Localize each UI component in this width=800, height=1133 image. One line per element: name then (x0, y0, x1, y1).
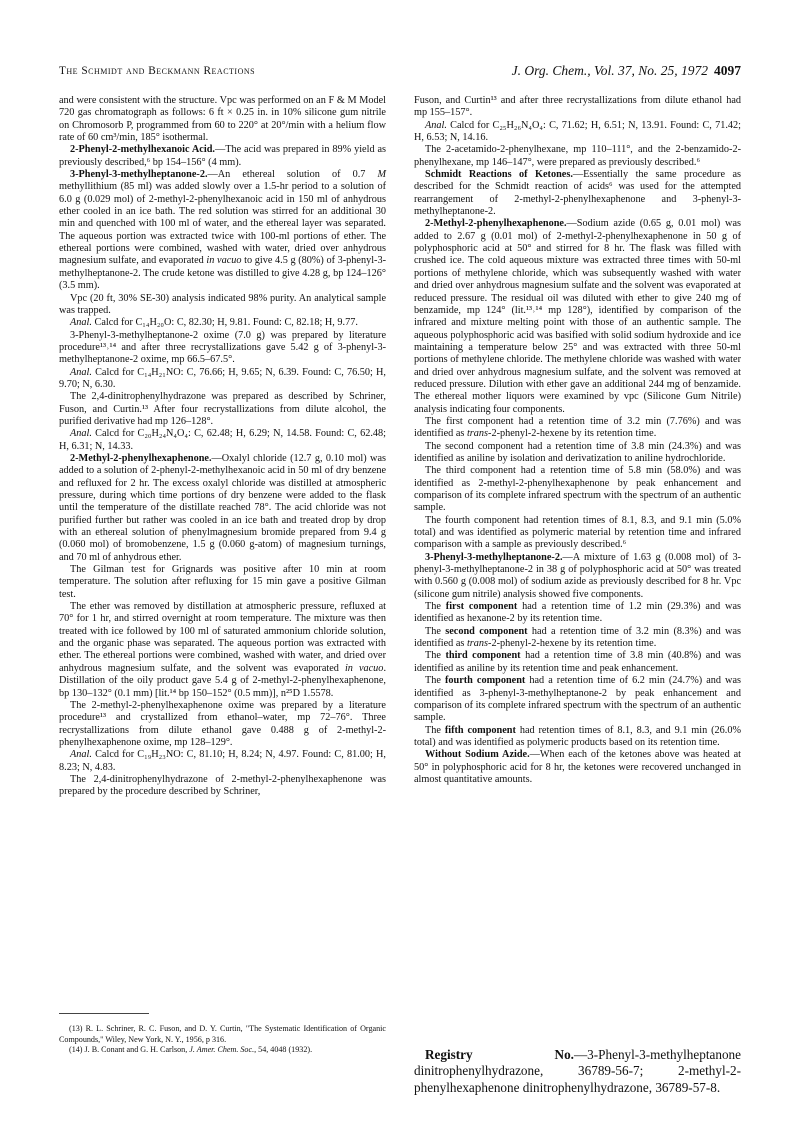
paragraph: The second component had a retention time of 3.2 min (8.3%) and was identified as trans-2-phenyl-2-hexene by its retention time. (414, 625, 741, 650)
paragraph: 2-Phenyl-2-methylhexanoic Acid.—The acid was prepared in 89% yield as previously described,⁶ bp 154–156° (4 mm). (59, 144, 387, 168)
paragraph: The 2-acetamido-2-phenylhexane, mp 110–111°, and the 2-benzamido-2-phenylhexane, mp 146–147°, were prepared as previously described.⁶ (414, 144, 741, 168)
paragraph: The Gilman test for Grignards was positive after 10 min at room temperature. The solution after refluxing for 15 min gave a positive Gilman test. (59, 564, 386, 600)
footnote: (14) J. B. Conant and G. H. Carlson, J. Amer. Chem. Soc., 54, 4048 (1932). (69, 1045, 313, 1055)
paragraph: The second component had a retention time of 3.8 min (24.3%) and was identified as aniline by isolation and derivatization to aniline hydrochloride. (414, 440, 741, 464)
paragraph: The first component had a retention time of 3.2 min (7.76%) and was identified as trans-2-phenyl-2-hexene by its retention time. (414, 415, 741, 440)
running-title: The Schmidt and Beckmann Reactions (59, 65, 256, 77)
analysis-paragraph: Anal. Calcd for C₁₉H₂₃NO: C, 81.10; H, 8.24; N, 4.97. Found: C, 81.00; H, 8.23; N, 4.83. (59, 749, 386, 773)
footnote: (13) R. L. Schriner, R. C. Fuson, and D. Y. Curtin, "The Systematic Identification of Organic Compounds," Wiley, New York, N. Y., 1956, p 316. (59, 1024, 386, 1044)
section-heading: 2-Phenyl-2-methylhexanoic Acid. (70, 144, 215, 156)
paragraph: The fourth component had a retention time of 6.2 min (24.7%) and was identified as 3-phenyl-3-methylheptanone-2 by peak enhancement and comparison of its complete infrared spectrum with the spectrum of an authentic sample. (414, 675, 742, 724)
paragraph: 3-Phenyl-3-methylheptanone-2.—An ethereal solution of 0.7 M methyllithium (85 ml) was added slowly over a 1.5-hr period to a solution of 6.0 g (0.029 mol) of 2-methyl-2-phenylhexanoic acid in 150 ml of anhydrous ether cooled in an ice bath. The red solution was stirred for an additional 30 min and quenched with 100 ml of water, and the ethereal layer was separated. The aqueous portion was extracted twice with 100-ml portions of ether. The ethereal portions were combined, washed with water, dried over anhydrous magnesium sulfate, and evaporated in vacuo to give 4.5 g (80%) of 3-phenyl-3-methylheptanone-2. The crude ketone was distilled to give 4.28 g, bp 124–126° (3.5 mm). (59, 169, 386, 292)
paragraph: 3-Phenyl-3-methylheptanone-2 oxime (7.0 g) was prepared by literature procedure¹³˒¹⁴ and after three recrystallizations gave 5.42 g of 3-phenyl-3-methylheptanone-2 oxime, mp 66.5–67.5°. (59, 329, 386, 366)
right-column (414, 95, 741, 786)
paragraph: The fifth component had retention times of 8.1, 8.3, and 9.1 min (26.0% total) and was identified as polymeric products based on its retention time. (414, 724, 741, 748)
paragraph: The third component had a retention time of 3.8 min (40.8%) and was identified as aniline by its retention time and peak enhancement. (414, 650, 741, 674)
paragraph: The ether was removed by distillation at atmospheric pressure, refluxed at 70° for 1 hr, and stirred overnight at room temperature. The mixture was then treated with ice followed by 100 ml of saturated ammonium chloride solution, and the organic phase was separated. The aqueous portion was extracted with ether. The ethereal portions were combined, washed with water, and dried over anhydrous magnesium sulfate, and the solvent was evaporated in vacuo. Distillation of the oily product gave 5.4 g of 2-methyl-2-phenylhexaphenone, bp 130–132° (0.1 mm) [lit.¹⁴ bp 150–152° (0.5 mm)], n²⁵D 1.5578. (59, 601, 386, 699)
registry-text: —3-Phenyl-3-methylheptanone dinitrophenylhydrazone, 36789-56-7; 2-methyl-2-phenylhexaphenone dinitrophenylhydrazone, 36789-57-8. (414, 1047, 741, 1095)
paragraph: The third component had a retention time of 5.8 min (58.0%) and was identified as 2-methyl-2-phenylhexaphenone by peak enhancement and comparison of its complete infrared spectrum with the spectrum of an authentic sample. (414, 465, 741, 514)
analysis-paragraph: Anal. Calcd for C₂₅H₂₆N₄O₄: C, 71.62; H, 6.51; N, 13.91. Found: C, 71.42; H, 6.53; N, 14.16. (414, 119, 741, 144)
analysis-paragraph: Anal. Calcd for C₂₀H₂₄N₄O₄: C, 62.48; H, 6.29; N, 14.58. Found: C, 62.48; H, 6.31; N, 14.33. (59, 428, 386, 452)
journal-citation (512, 63, 741, 79)
paragraph: and were consistent with the structure. Vpc was performed on an F & M Model 720 gas chromatograph as follows: 6 ft × 0.25 in. in 10% silicone gum nitrile on Chromosorb P, programmed from 60 to 220° at 20°/min with a helium flow rate of 60 cm³/min, 185° isothermal. (59, 95, 386, 144)
section-heading: Without Sodium Azide. (425, 749, 530, 761)
left-column (59, 95, 386, 799)
paragraph: The 2,4-dinitrophenylhydrazone of 2-methyl-2-phenylhexaphenone was prepared by the procedure described by Schriner, (59, 773, 386, 798)
paragraph: 3-Phenyl-3-methylheptanone-2.—A mixture of 1.63 g (0.008 mol) of 3-phenyl-3-methylheptanone-2 in 38 g of polyphosphoric acid at 50° was treated with 0.560 g (0.008 mol) of sodium azide as previously described for 8 hr. Vpc (silicone gum nitrile) analysis showed five components. (414, 551, 741, 600)
analysis-paragraph: Anal. Calcd for C₁₄H₂₁NO: C, 76.66; H, 9.65; N, 6.39. Found: C, 76.50; H, 9.70; N, 6.30. (59, 366, 386, 390)
paragraph: Vpc (20 ft, 30% SE-30) analysis indicated 98% purity. An analytical sample was trapped. (59, 292, 386, 316)
journal-name: J. Org. Chem., Vol. 37, No. 25, 1972 (511, 63, 708, 78)
registry-numbers (414, 1047, 741, 1096)
paragraph: The first component had a retention time of 1.2 min (29.3%) and was identified as hexanone-2 by its retention time. (414, 601, 741, 625)
section-heading: Schmidt Reactions of Ketones. (425, 169, 573, 181)
paragraph: 2-Methyl-2-phenylhexaphenone.—Sodium azide (0.65 g, 0.01 mol) was added to 2.67 g (0.01 mol) of 2-methyl-2-phenylhexaphenone in 50 g of polyphosphoric acid at 50° and stirred for 8 hr. The flask was filled with crushed ice. The cold aqueous mixture was extracted three times with 50-ml portions of methylene chloride, which was subsequently washed with water and dried over anhydrous magnesium sulfate and the solvent was evaporated at reduced pressure. The residual oil was diluted with ether to give 240 mg of benzamide, mp 124° (lit.¹³˒¹⁴ mp 128°), identified by comparison of the infrared and mixture melting point with those of an authentic sample. The aqueous polyphosphoric acid was basified with solid sodium hydroxide and ice maintaining a temperature below 25° and was extracted with three 50-ml portions of methylene chloride. The methylene chloride was washed with water and dried over anhydrous magnesium sulfate, and the solvent was removed at reduced pressure. Dilution with ether gave an additional 244 mg of benzamide. The ethereal mother liquors were examined by vpc (Silicone Gum Nitrile) analysis indicating four components. (414, 218, 741, 415)
footnote-rule (59, 1013, 149, 1014)
section-heading: 2-Methyl-2-phenylhexaphenone. (425, 218, 567, 230)
section-heading: 2-Methyl-2-phenylhexaphenone. (70, 452, 212, 464)
analysis-paragraph: Anal. Calcd for C₁₄H₂₀O: C, 82.30; H, 9.81. Found: C, 82.18; H, 9.77. (70, 317, 358, 329)
paragraph: Fuson, and Curtin¹³ and after three recrystallizations from dilute ethanol had mp 155–157°. (414, 95, 741, 119)
page-number: 4097 (714, 63, 741, 78)
paragraph: 2-Methyl-2-phenylhexaphenone.—Oxalyl chloride (12.7 g, 0.10 mol) was added to a solution of 2-phenyl-2-methylhexanoic acid in 50 ml of dry benzene and refluxed for 2 hr. The excess oxalyl chloride was distilled at atmospheric pressure, during which time portions of dry benzene were added to the flask until the temperature of the distillate reached 78°. The acid chloride was not purified further but rather was cooled in an ice bath and treated drop by drop with an ethereal solution of phenylmagnesium bromide prepared from 9.4 g (0.060 mol) of bromobenzene, 1.5 g (0.060 g-atom) of magnesium turnings, and 70 ml of anhydrous ether. (59, 452, 386, 563)
paragraph: The 2,4-dinitrophenylhydrazone was prepared as described by Schriner, Fuson, and Curtin.¹³ After four recrystallizations from dilute alcohol, the purified derivative had mp 126–128°. (59, 391, 386, 427)
section-heading: 3-Phenyl-3-methylheptanone-2. (70, 169, 208, 181)
section-heading: 3-Phenyl-3-methylheptanone-2. (425, 551, 563, 563)
paragraph: Without Sodium Azide.—When each of the ketones above was heated at 50° in polyphosphoric acid for 8 hr, the ketones were recovered unchanged in almost quantitative amounts. (414, 749, 741, 785)
paragraph: Schmidt Reactions of Ketones.—Essentially the same procedure as described for the Schmidt reaction of acids⁶ was used for the attempted rearrangement of 2-methyl-2-phenylhexaphenone and 3-phenyl-3-methylheptanone-2. (414, 169, 741, 218)
paragraph: The fourth component had retention times of 8.1, 8.3, and 9.1 min (5.0% total) and was identified as polymeric material by retention time and infrared comparison with a sample as previously described.⁶ (414, 514, 741, 551)
paragraph: The 2-methyl-2-phenylhexaphenone oxime was prepared by a literature procedure¹³ and crystallized from ethanol–water, mp 72–76°. Three recrystallizations from dilute ethanol gave 0.488 g of 2-methyl-2-phenylhexaphenone oxime, mp 128–129°. (59, 699, 386, 748)
registry-label: Registry No. (425, 1047, 574, 1062)
page-header (59, 61, 741, 83)
footnotes (59, 1024, 386, 1056)
